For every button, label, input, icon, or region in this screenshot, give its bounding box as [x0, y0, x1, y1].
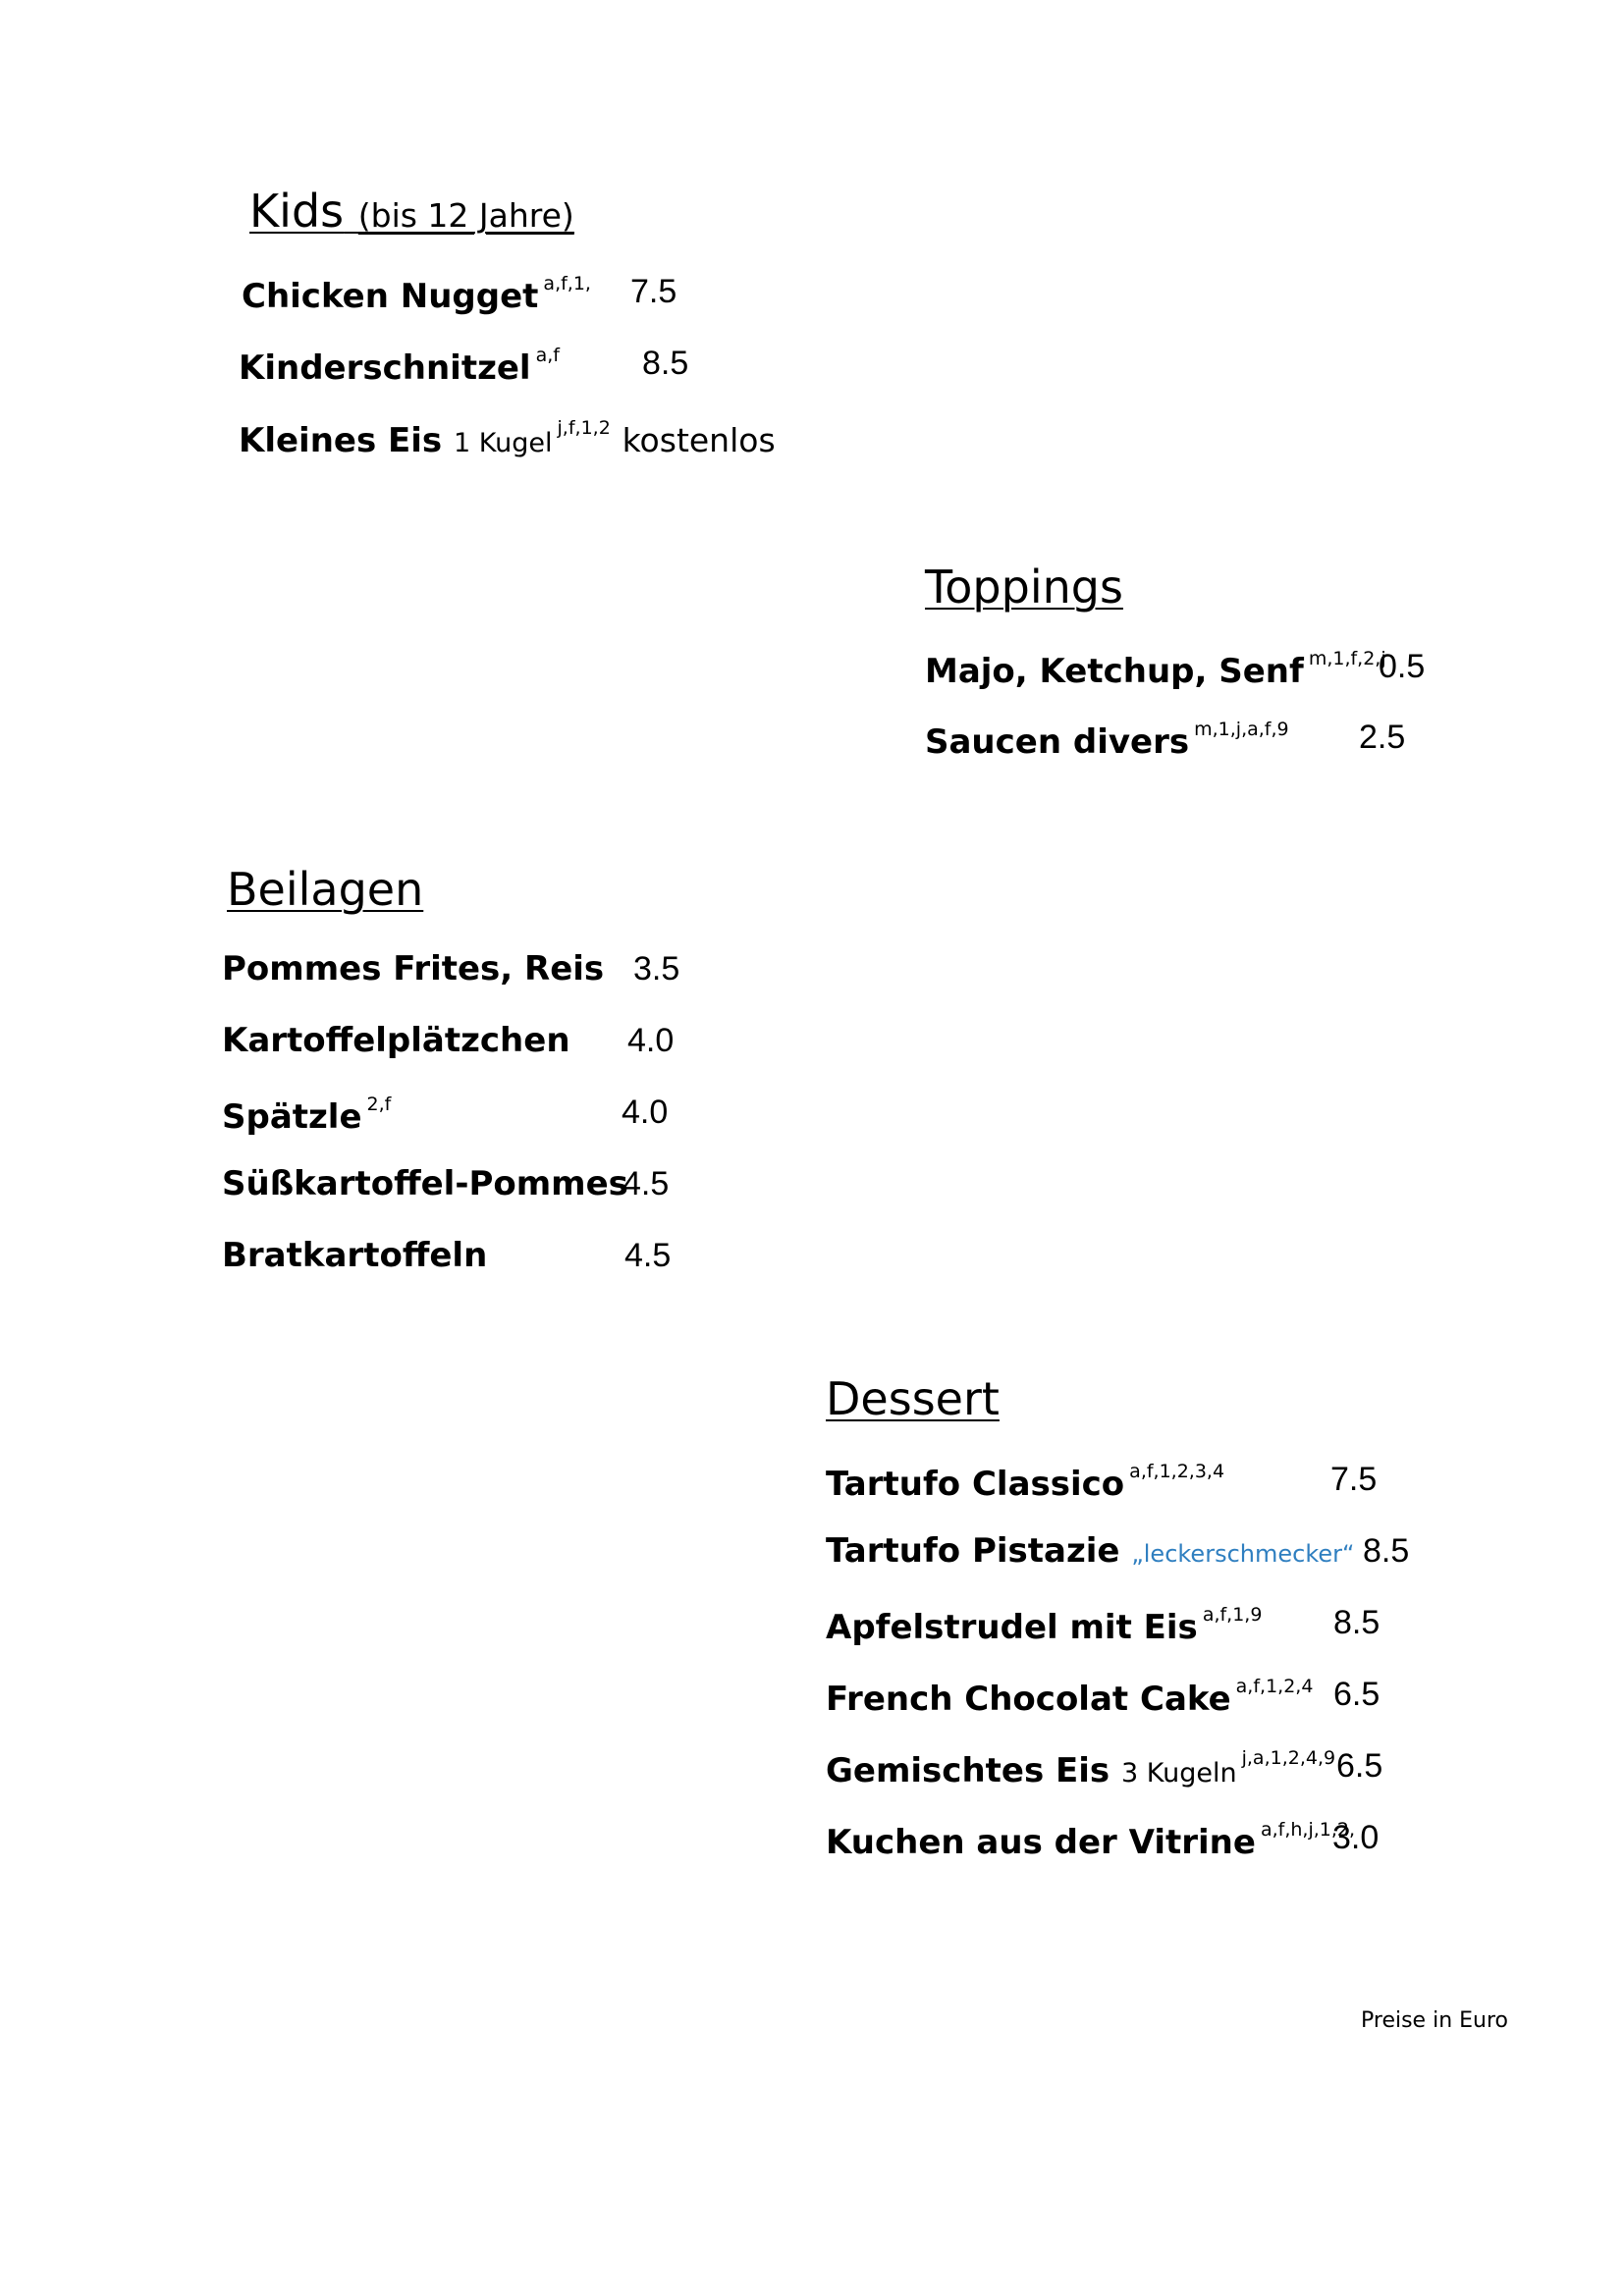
allergen-codes: a,f,1,2,4 — [1235, 1676, 1314, 1697]
allergen-codes: a,f — [535, 345, 560, 366]
toppings-heading: Toppings — [925, 561, 1123, 614]
item-price: 8.5 — [1363, 1532, 1410, 1570]
allergen-codes: a,f,1,2,3,4 — [1129, 1461, 1225, 1482]
item-name — [925, 719, 1289, 762]
item-label: Kinderschnitzel — [239, 348, 531, 388]
kids-subtitle: (bis 12 Jahre) — [357, 196, 574, 235]
item-name — [826, 1531, 1355, 1571]
item-price: kostenlos — [622, 421, 776, 459]
item-name — [826, 1749, 1335, 1788]
item-name — [242, 273, 591, 316]
item-name — [222, 1164, 628, 1203]
item-price: 7.5 — [1330, 1461, 1378, 1498]
item-price: 6.5 — [1336, 1747, 1383, 1785]
price-currency-note: Preise in Euro — [1361, 2008, 1508, 2033]
item-name — [826, 1604, 1263, 1647]
kids-heading — [249, 185, 574, 238]
item-label: Süßkartoffel-Pommes — [222, 1164, 628, 1203]
item-label: Gemischtes Eis — [826, 1751, 1110, 1790]
item-price: 4.0 — [622, 1094, 669, 1131]
item-price: 6.5 — [1333, 1676, 1380, 1713]
item-label: Saucen divers — [925, 722, 1190, 762]
beilagen-heading: Beilagen — [227, 863, 424, 916]
allergen-codes: j,a,1,2,4,9 — [1241, 1747, 1336, 1769]
item-name — [222, 949, 605, 988]
kids-title: Kids — [249, 185, 345, 238]
item-label: Apfelstrudel mit Eis — [826, 1608, 1198, 1647]
item-name — [222, 1094, 392, 1137]
allergen-codes: m,1,j,a,f,9 — [1194, 719, 1289, 740]
dessert-heading: Dessert — [826, 1372, 1000, 1425]
item-name — [925, 648, 1386, 691]
allergen-codes: 2,f — [366, 1094, 392, 1115]
item-note: 1 Kugel — [454, 428, 553, 458]
allergen-codes: a,f,1, — [543, 273, 591, 294]
item-price: 7.5 — [630, 273, 677, 310]
item-note: 3 Kugeln — [1121, 1758, 1237, 1789]
item-label: Spätzle — [222, 1097, 362, 1137]
item-label: Kartoffelplätzchen — [222, 1021, 570, 1060]
allergen-codes: a,f,1,9 — [1202, 1604, 1263, 1626]
item-name — [239, 345, 560, 388]
item-price: 8.5 — [1333, 1604, 1380, 1641]
allergen-codes: m,1,f,2,j — [1308, 648, 1386, 669]
item-name — [826, 1461, 1225, 1504]
item-label: Majo, Ketchup, Senf — [925, 652, 1304, 691]
item-label: Kuchen aus der Vitrine — [826, 1823, 1256, 1862]
item-label: Bratkartoffeln — [222, 1236, 488, 1275]
item-label: Kleines Eis — [239, 421, 443, 460]
item-price: 8.5 — [642, 345, 689, 382]
item-name — [222, 1236, 488, 1275]
allergen-codes: j,f,1,2 — [557, 417, 611, 439]
item-label: French Chocolat Cake — [826, 1680, 1231, 1719]
allergen-codes: a,f,h,j,1,2, — [1260, 1819, 1356, 1841]
item-price: 0.5 — [1379, 648, 1426, 685]
item-price: 3.0 — [1332, 1819, 1380, 1856]
item-price: 4.5 — [624, 1237, 672, 1274]
item-label: Tartufo Classico — [826, 1465, 1125, 1504]
item-name — [239, 417, 776, 460]
item-name — [222, 1021, 570, 1060]
item-price: 4.0 — [627, 1022, 675, 1059]
item-price: 4.5 — [623, 1165, 670, 1202]
item-price: 3.5 — [633, 950, 680, 988]
item-note: „leckerschmecker“ — [1131, 1540, 1355, 1568]
item-label: Pommes Frites, Reis — [222, 949, 605, 988]
item-label: Tartufo Pistazie — [826, 1531, 1120, 1571]
item-price: 2.5 — [1359, 719, 1406, 756]
item-name — [826, 1676, 1314, 1719]
item-label: Chicken Nugget — [242, 277, 539, 316]
